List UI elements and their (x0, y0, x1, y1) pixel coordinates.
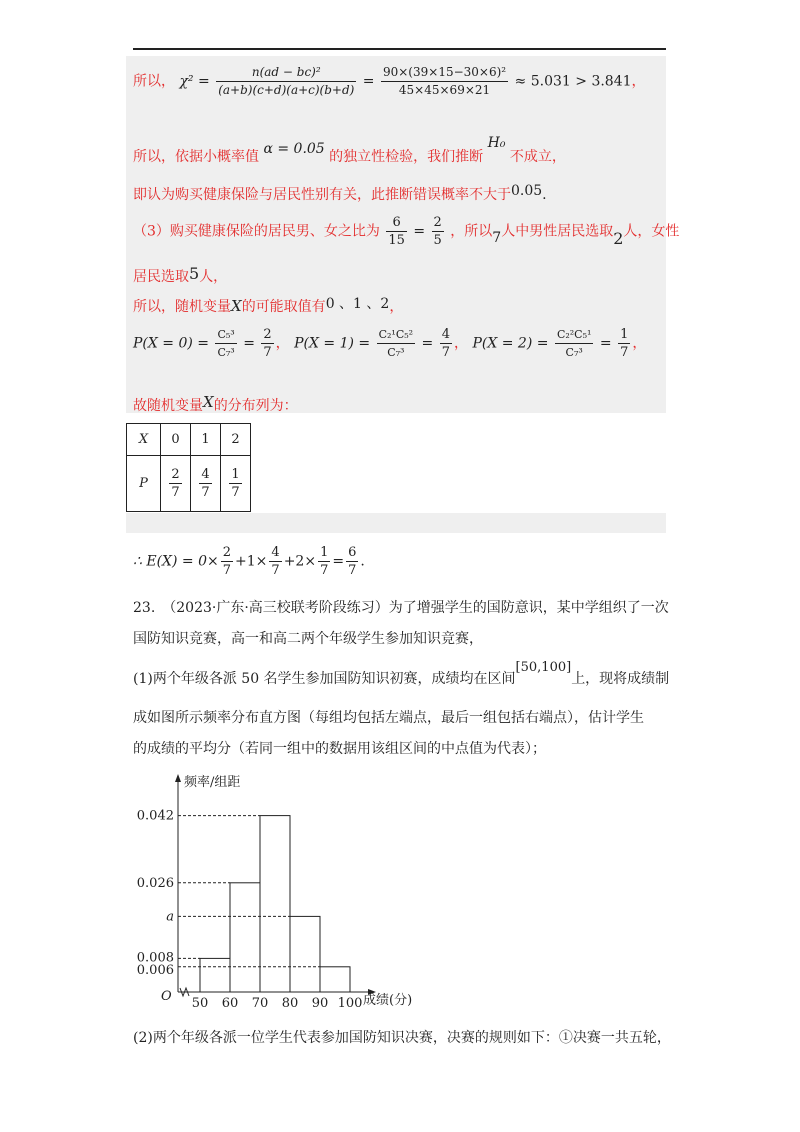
problem-23-line-3: (1)两个年级各派 50 名学生参加国防知识初赛，成绩均在区间[50,100]上，现将成绩制 (133, 660, 670, 687)
conclusion-line: 所以，依据小概率值 α = 0.05 的独立性检验，我们推断 H₀ 不成立， (133, 135, 566, 165)
histogram-bar (320, 967, 350, 992)
table-row: X 0 1 2 (127, 424, 251, 456)
histogram-bar (290, 916, 320, 992)
problem-23-line-1: 23. （2023·广东·高三校联考阶段练习）为了增强学生的国防意识，某中学组织了一次 (133, 600, 669, 616)
problem-23-line-2: 国防知识竞赛，高一和高二两个年级学生参加知识竞赛， (133, 631, 483, 647)
x-tick-label: 70 (251, 996, 269, 1011)
values-line: 所以，随机变量X的可能取值有0 、1 、2， (133, 296, 404, 315)
chart-layer (137, 774, 412, 1011)
ratio-fraction-1: $\frac{6}{15}$ (388, 215, 405, 248)
y-tick-label: 0.006 (136, 962, 174, 978)
probabilities-line: P(X = 0) = $\frac{\text{C₅³}}{\text{C₇³}}$ = $\frac{2}{7}$ ， P(X = 1) = $\frac{\text{C₂¹C₅²}}{\text{C₇³}}$ = $\frac{4}{7}$ ， P(X = 2) = $\frac{\text{C₂²C₅¹}}{\text{C₇³}}$ = $\frac{1}{7}$ ， (133, 327, 647, 360)
solution-highlight-strip (126, 513, 666, 533)
x-tick-label: 80 (281, 996, 299, 1011)
ratio-line: （3）购买健康保险的居民男、女之比为 $\frac{6}{15}$ = $\frac{2}{5}$ ，所以7人中男性居民选取2人，女性 (133, 215, 680, 248)
chi-square-line: 所以， χ² = $\frac{\text{n(ad − bc)²}}{(a+b)(c+d)(a+c)(b+d)}$ = $\frac{\text{90×(39×15−30×6)²}}{45\times 45\times 69\times 21}$ ≈ 5.031 > 3.841， (133, 65, 646, 97)
histogram-bar (260, 816, 290, 992)
distribution-table (126, 423, 251, 512)
x-tick-label: 60 (221, 996, 239, 1011)
problem-23-line-5: 的成绩的平均分（若同一组中的数据用该组区间的中点值为代表）； (133, 741, 546, 757)
histogram-bar (200, 958, 230, 992)
x-tick-label: 100 (337, 996, 363, 1011)
x-tick-label: 90 (311, 996, 329, 1011)
expectation-line: ∴ E(X) = 0× $\frac{2}{7}$ +1× $\frac{4}{7}$ +2× $\frac{1}{7}$ = $\frac{6}{7}$ . (133, 545, 365, 578)
axis-break-mark (180, 988, 189, 996)
problem-23-line-last: (2)两个年级各派一位学生代表参加国防知识决赛，决赛的规则如下：①决赛一共五轮， (133, 1030, 671, 1046)
female-count-line: 居民选取5人， (133, 264, 228, 285)
y-axis-label: 频率/组距 (184, 775, 241, 790)
y-axis-arrow (175, 774, 181, 782)
x-tick-label: 50 (191, 996, 209, 1011)
y-tick-label: 0.008 (136, 950, 174, 966)
inference-line: 即认为购买健康保险与居民性别有关，此推断错误概率不大于0.05. (133, 183, 547, 203)
frequency-histogram (133, 770, 433, 1015)
chi-formula-fraction: $\frac{\text{n(ad − bc)²}}{(a+b)(c+d)(a+c)(b+d)}$ (218, 65, 355, 97)
ratio-fraction-2: $\frac{2}{5}$ (433, 215, 442, 248)
x-axis-label: 成绩(分) (363, 993, 413, 1008)
table-row: P $\frac{2}{7}$ $\frac{4}{7}$ $\frac{1}{7}$ (127, 456, 251, 512)
histogram-bar (230, 883, 260, 992)
y-tick-label: a (166, 909, 174, 925)
y-tick-label: 0.042 (136, 808, 174, 824)
origin-label: O (161, 989, 172, 1004)
header-rule (133, 48, 666, 50)
problem-23-line-4: 成如图所示频率分布直方图（每组均包括左端点，最后一组包括右端点），估计学生 (133, 710, 644, 726)
y-tick-label: 0.026 (136, 875, 174, 891)
distribution-heading: 故随机变量X的分布列为： (133, 393, 298, 414)
chi-value-fraction: $\frac{\text{90×(39×15−30×6)²}}{45\times 45\times 69\times 21}$ (382, 65, 507, 97)
